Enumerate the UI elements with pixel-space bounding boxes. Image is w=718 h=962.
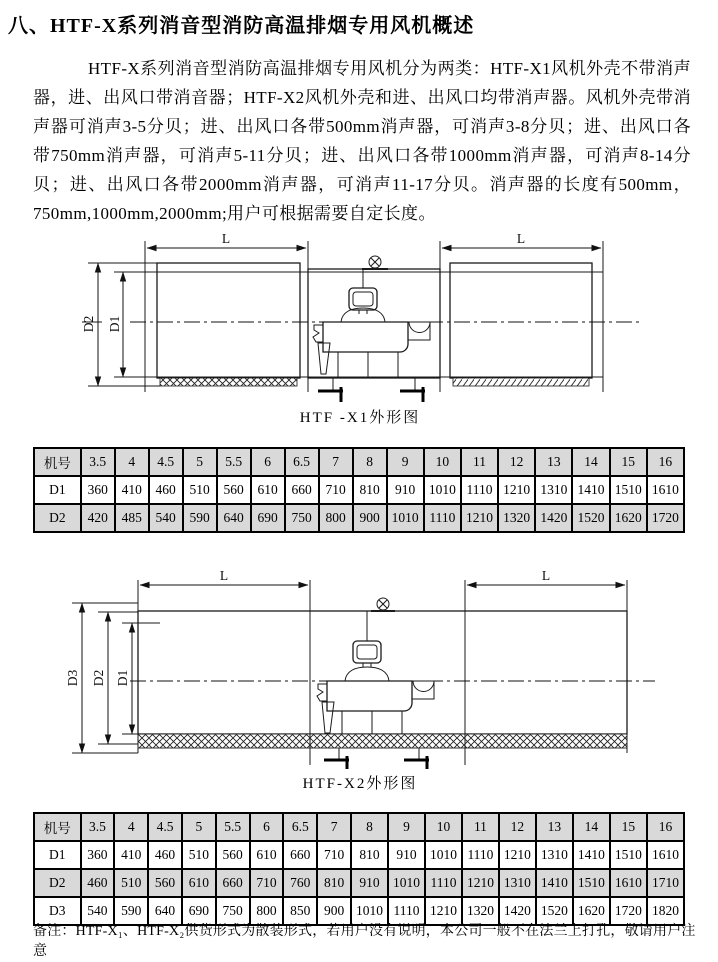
footer-note: 备注：HTF-X₁、HTF-X₂供货形式为散装形式，若用户没有说明，本公司一般不在法兰上打孔，敬请用户注意 <box>33 924 696 959</box>
table-cell: 750 <box>216 897 250 925</box>
motor-body <box>323 322 408 352</box>
table-cell: 1210 <box>461 504 498 532</box>
mounting-feet <box>324 748 429 769</box>
table-header-cell: 5 <box>182 813 216 841</box>
table-cell: 410 <box>115 476 149 504</box>
table-cell: 1010 <box>425 841 462 869</box>
table-cell: 810 <box>351 841 388 869</box>
table-cell: 710 <box>317 841 351 869</box>
table-cell: 640 <box>217 504 251 532</box>
table-cell: 910 <box>351 869 388 897</box>
table-cell: 460 <box>148 841 182 869</box>
table-row <box>34 869 684 897</box>
table-cell: 610 <box>182 869 216 897</box>
row-label: D1 <box>34 476 81 504</box>
table-cell: 810 <box>317 869 351 897</box>
table-cell: 800 <box>250 897 284 925</box>
table-cell: 1110 <box>388 897 425 925</box>
table-cell: 410 <box>114 841 148 869</box>
table-cell: 1010 <box>351 897 388 925</box>
table-cell: 1320 <box>462 897 499 925</box>
table-cell: 1420 <box>499 897 536 925</box>
table-header-cell: 6 <box>251 448 285 476</box>
table-cell: 900 <box>353 504 387 532</box>
table-cell: 1510 <box>610 476 647 504</box>
table-header-cell: 4 <box>115 448 149 476</box>
table-header-cell: 10 <box>424 448 461 476</box>
table-cell: 910 <box>387 476 424 504</box>
table-cell: 1010 <box>388 869 425 897</box>
motor-body <box>327 681 412 711</box>
table-cell: 360 <box>81 476 115 504</box>
table-cell: 1720 <box>647 504 684 532</box>
table-header-cell: 15 <box>610 813 647 841</box>
table-header-cell: 9 <box>387 448 424 476</box>
table-header-cell: 9 <box>388 813 425 841</box>
table-cell: 420 <box>81 504 115 532</box>
dim-label-d1: D1 <box>115 669 130 687</box>
table-header-cell: 8 <box>353 448 387 476</box>
table-cell: 1410 <box>572 476 609 504</box>
table-cell: 610 <box>250 841 284 869</box>
table-header-cell: 16 <box>647 448 684 476</box>
lifting-eye-icon <box>371 598 395 611</box>
table-header-cell: 7 <box>319 448 353 476</box>
htf-x1-drawing <box>30 226 690 408</box>
table-cell: 560 <box>216 841 250 869</box>
table-header-cell: 4 <box>114 813 148 841</box>
table-header-cell: 15 <box>610 448 647 476</box>
mounting-feet <box>318 378 425 402</box>
table-cell: 560 <box>217 476 251 504</box>
table-header-cell: 12 <box>498 448 535 476</box>
dimension-l-left <box>140 568 308 585</box>
table-cell: 1010 <box>387 504 424 532</box>
dim-label-l-right: L <box>541 568 551 583</box>
silenced-casing <box>138 611 627 734</box>
table-cell: 1420 <box>535 504 572 532</box>
mount-bracket <box>317 684 327 701</box>
table-cell: 690 <box>251 504 285 532</box>
table-cell: 540 <box>81 897 115 925</box>
table-cell: 560 <box>148 869 182 897</box>
row-label: D3 <box>34 897 81 925</box>
table-cell: 1320 <box>498 504 535 532</box>
figure2-caption: HTF-X2外形图 <box>302 776 418 792</box>
table-header-cell: 8 <box>351 813 388 841</box>
table-cell: 760 <box>283 869 317 897</box>
dim-label-d2: D2 <box>81 315 96 333</box>
figure1-caption: HTF -X1外形图 <box>299 410 421 426</box>
dim-label-d3: D3 <box>65 669 80 687</box>
dimension-l-left <box>147 231 306 248</box>
drain-cone <box>318 343 330 374</box>
table-cell: 1410 <box>536 869 573 897</box>
table-cell: 1620 <box>610 504 647 532</box>
table-cell: 1210 <box>425 897 462 925</box>
table-cell: 540 <box>149 504 183 532</box>
table-cell: 750 <box>285 504 319 532</box>
table-cell: 1210 <box>499 841 536 869</box>
table-cell: 590 <box>183 504 217 532</box>
table-cell: 1510 <box>573 869 610 897</box>
htf-x1-dimension-table <box>33 447 685 533</box>
bearing-housing <box>412 681 434 699</box>
inlet-silencer <box>157 263 300 378</box>
table-cell: 660 <box>285 476 319 504</box>
dimension-l-right <box>442 231 601 248</box>
table-cell: 900 <box>317 897 351 925</box>
table-cell: 510 <box>182 841 216 869</box>
outlet-silencer <box>450 263 592 378</box>
table-row <box>34 476 684 504</box>
table-cell: 1520 <box>572 504 609 532</box>
table-header-cell: 6.5 <box>285 448 319 476</box>
table-header-cell: 3.5 <box>81 448 115 476</box>
table-cell: 610 <box>251 476 285 504</box>
table-cell: 1520 <box>536 897 573 925</box>
dim-label-l-left: L <box>221 231 231 246</box>
table-cell: 590 <box>114 897 148 925</box>
table-cell: 850 <box>283 897 317 925</box>
table-cell: 1610 <box>610 869 647 897</box>
acoustic-lining-hatch <box>160 378 589 386</box>
table-header-cell: 7 <box>317 813 351 841</box>
drain-cone <box>322 702 334 733</box>
motor-assembly <box>313 256 430 377</box>
table-header-cell: 14 <box>573 813 610 841</box>
table-corner-header: 机号 <box>34 448 81 476</box>
table-header-row <box>34 448 684 476</box>
dim-label-d1: D1 <box>107 315 122 333</box>
table-cell: 1310 <box>536 841 573 869</box>
table-cell: 800 <box>319 504 353 532</box>
table-header-cell: 11 <box>461 448 498 476</box>
table-header-row <box>34 813 684 841</box>
table-cell: 1110 <box>424 504 461 532</box>
bearing-dome <box>345 667 389 681</box>
intro-paragraph: HTF-X系列消音型消防高温排烟专用风机分为两类：HTF-X1风机外壳不带消声器，进、出风口带消音器；HTF-X2风机外壳和进、出风口均带消声器。风机外壳带消声器可消声3-5分贝；进、出风口各带500mm消声器，可消声3-8分贝；进、出风口各带750mm消声器，可消声5-11分贝；进、出风口各带1000mm消声器，可消声8-14分贝；进、出风口各带2000mm消声器，可消声11-17分贝。消声器的长度有500mm，750mm,1000mm,2000mm;用户可根据需要自定长度。 <box>33 59 691 223</box>
htf-x2-drawing <box>30 556 690 772</box>
table-cell: 1610 <box>647 476 684 504</box>
table-cell: 1410 <box>573 841 610 869</box>
table-header-cell: 14 <box>572 448 609 476</box>
table-cell: 640 <box>148 897 182 925</box>
table-cell: 690 <box>182 897 216 925</box>
table-corner-header: 机号 <box>34 813 81 841</box>
table-cell: 460 <box>149 476 183 504</box>
table-cell: 1210 <box>462 869 499 897</box>
table-cell: 660 <box>216 869 250 897</box>
table-header-cell: 3.5 <box>81 813 115 841</box>
table-header-cell: 4.5 <box>149 448 183 476</box>
table-cell: 710 <box>319 476 353 504</box>
table-cell: 1010 <box>424 476 461 504</box>
table-row <box>34 841 684 869</box>
table-header-cell: 5.5 <box>216 813 250 841</box>
table-cell: 1720 <box>610 897 647 925</box>
table-cell: 1820 <box>647 897 684 925</box>
dimension-l-right <box>467 568 625 585</box>
table-cell: 1310 <box>535 476 572 504</box>
table-cell: 1210 <box>498 476 535 504</box>
table-cell: 360 <box>81 841 115 869</box>
table-header-cell: 13 <box>535 448 572 476</box>
table-cell: 910 <box>388 841 425 869</box>
table-header-cell: 5.5 <box>217 448 251 476</box>
table-cell: 485 <box>115 504 149 532</box>
table-cell: 1110 <box>462 841 499 869</box>
dim-label-d2: D2 <box>91 669 106 687</box>
table-cell: 1110 <box>425 869 462 897</box>
table-cell: 660 <box>283 841 317 869</box>
row-label: D2 <box>34 869 81 897</box>
table-row <box>34 504 684 532</box>
dim-label-l-right: L <box>516 231 526 246</box>
table-cell: 810 <box>353 476 387 504</box>
table-header-cell: 13 <box>536 813 573 841</box>
table-cell: 1310 <box>499 869 536 897</box>
table-header-cell: 16 <box>647 813 684 841</box>
table-cell: 1610 <box>647 841 684 869</box>
acoustic-lining-hatch <box>138 734 627 748</box>
table-cell: 510 <box>183 476 217 504</box>
page-title: 八、HTF-X系列消音型消防高温排烟专用风机概述 <box>8 15 475 37</box>
dimension-d1 <box>107 272 160 377</box>
table-header-cell: 6 <box>250 813 284 841</box>
dim-label-l-left: L <box>219 568 229 583</box>
table-cell: 710 <box>250 869 284 897</box>
table-header-cell: 4.5 <box>148 813 182 841</box>
table-header-cell: 11 <box>462 813 499 841</box>
motor-assembly <box>317 598 434 734</box>
table-header-cell: 10 <box>425 813 462 841</box>
row-label: D2 <box>34 504 81 532</box>
bearing-housing <box>408 322 430 340</box>
table-cell: 1510 <box>610 841 647 869</box>
htf-x2-dimension-table <box>33 812 685 926</box>
mount-bracket <box>313 325 323 342</box>
table-header-cell: 6.5 <box>283 813 317 841</box>
table-cell: 1110 <box>461 476 498 504</box>
row-label: D1 <box>34 841 81 869</box>
table-cell: 1710 <box>647 869 684 897</box>
lifting-eye-icon <box>362 256 388 269</box>
table-cell: 510 <box>114 869 148 897</box>
table-header-cell: 12 <box>499 813 536 841</box>
table-cell: 460 <box>81 869 115 897</box>
table-header-cell: 5 <box>183 448 217 476</box>
table-cell: 1620 <box>573 897 610 925</box>
